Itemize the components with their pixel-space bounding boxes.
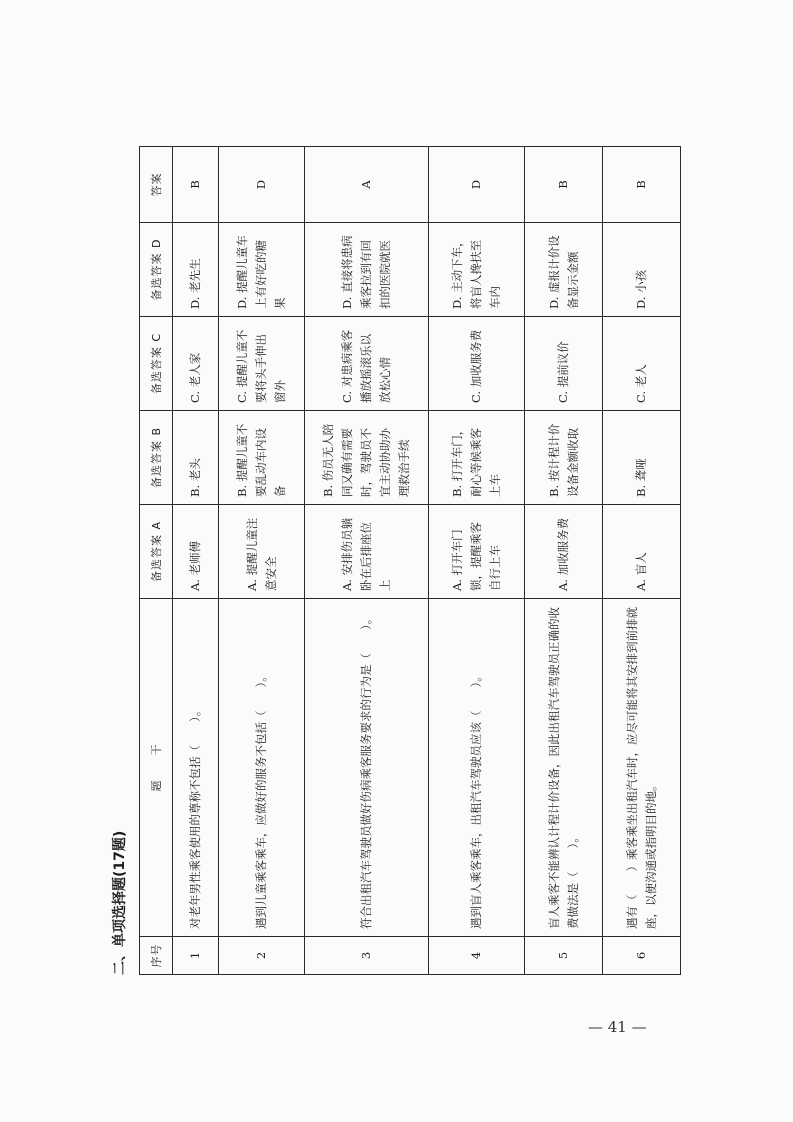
cell-seq: 1 [173,937,219,975]
cell-seq: 6 [603,937,681,975]
cell-opt-d: D. 小孩 [603,223,681,317]
header-opt-b: 备选答案 B [140,411,173,505]
cell-stem: 遇有（ ）乘客乘坐出租汽车时，应尽可能将其安排到前排就座，以便沟通或指明目的地。 [603,599,681,937]
cell-opt-d: D. 直接将患病乘客拉到有回扣的医院就医 [305,223,429,317]
cell-answer: D [219,147,305,223]
header-row [140,147,173,975]
cell-answer: B [525,147,603,223]
cell-answer: D [429,147,525,223]
header-seq: 序号 [140,937,173,975]
cell-opt-a: A. 盲人 [603,505,681,599]
cell-stem: 遇到儿童乘客乘车，应做好的服务不包括（ ）。 [219,599,305,937]
cell-opt-a: A. 打开车门锁，提醒乘客自行上车 [429,505,525,599]
cell-seq: 5 [525,937,603,975]
cell-seq: 3 [305,937,429,975]
cell-opt-c: C. 老人 [603,317,681,411]
cell-opt-a: A. 提醒儿童注意安全 [219,505,305,599]
cell-opt-b: B. 打开车门，耐心等候乘客上车 [429,411,525,505]
cell-opt-c: C. 提醒儿童不要将头手伸出窗外 [219,317,305,411]
cell-seq: 4 [429,937,525,975]
cell-opt-b: B. 聋哑 [603,411,681,505]
cell-answer: B [173,147,219,223]
table-row [429,147,525,975]
cell-answer: B [603,147,681,223]
cell-opt-c: C. 对患病乘客播放摇滚乐以放松心情 [305,317,429,411]
table-row [525,147,603,975]
header-opt-c: 备选答案 C [140,317,173,411]
header-stem: 题 干 [140,599,173,937]
table-row [603,147,681,975]
cell-opt-a: A. 老师傅 [173,505,219,599]
cell-opt-b: B. 提醒儿童不要乱动车内设备 [219,411,305,505]
cell-stem: 盲人乘客不能辨认计程计价设备，因此出租汽车驾驶员正确的收费做法是（ ）。 [525,599,603,937]
header-answer: 答案 [140,147,173,223]
cell-opt-d: D. 主动下车，将盲人搀扶至车内 [429,223,525,317]
table-row [173,147,219,975]
cell-stem: 遇到盲人乘客乘车，出租汽车驾驶员应该（ ）。 [429,599,525,937]
header-opt-d: 备选答案 D [140,223,173,317]
cell-opt-b: B. 按计程计价设备金额收取 [525,411,603,505]
cell-opt-c: C. 老人家 [173,317,219,411]
cell-opt-d: D. 老先生 [173,223,219,317]
cell-opt-b: B. 老头 [173,411,219,505]
section-title: 二、单项选择题(17题) [112,830,128,975]
cell-opt-d: D. 提醒儿童车上有好吃的糖果 [219,223,305,317]
cell-seq: 2 [219,937,305,975]
table-row [305,147,429,975]
cell-stem: 符合出租汽车驾驶员做好伤病乘客服务要求的行为是（ ）。 [305,599,429,937]
cell-opt-d: D. 虚报计价设备显示金额 [525,223,603,317]
cell-opt-a: A. 加收服务费 [525,505,603,599]
rotated-content [105,85,658,975]
cell-opt-b: B. 伤员无人陪同又确有需要时，驾驶员不宜主动协助办理救治手续 [305,411,429,505]
questions-table [139,146,681,975]
cell-opt-a: A. 安排伤员躺卧在后排座位上 [305,505,429,599]
cell-stem: 对老年男性乘客使用的尊称不包括（ ）。 [173,599,219,937]
header-opt-a: 备选答案 A [140,505,173,599]
page-number: — 41 — [588,1018,647,1036]
cell-answer: A [305,147,429,223]
cell-opt-c: C. 加收服务费 [429,317,525,411]
table-row [219,147,305,975]
cell-opt-c: C. 提前议价 [525,317,603,411]
